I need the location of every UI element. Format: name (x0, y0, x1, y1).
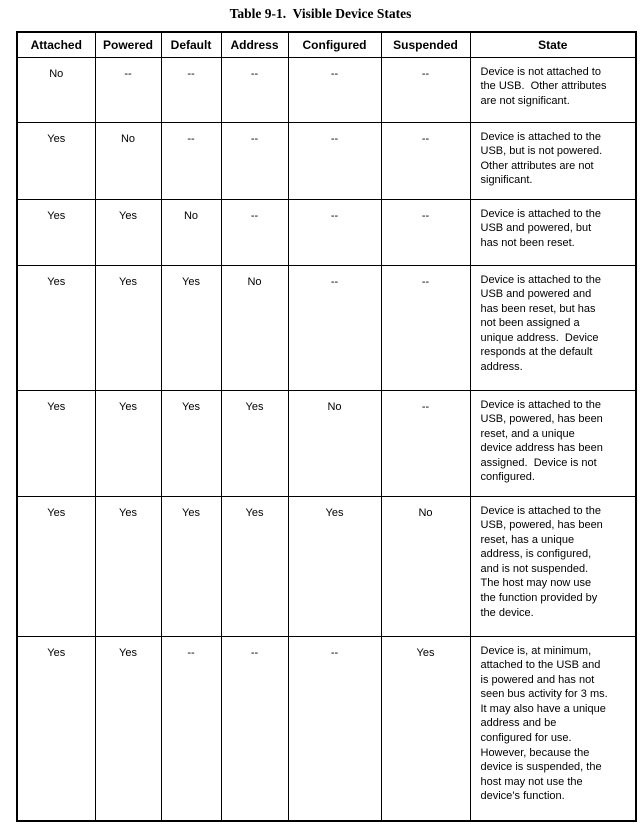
cell-powered: Yes (95, 199, 161, 265)
cell-address: -- (221, 636, 288, 821)
cell-configured: -- (288, 265, 381, 390)
cell-state: Device is attached to the USB and powered and has been reset, but has not been assigned a unique address. Device responds at the default address. (470, 265, 636, 390)
cell-configured: -- (288, 636, 381, 821)
table-header-row (17, 32, 636, 57)
cell-address: -- (221, 57, 288, 122)
cell-powered: Yes (95, 636, 161, 821)
cell-suspended: -- (381, 57, 470, 122)
table-row (17, 390, 636, 496)
column-header-attached: Attached (17, 32, 95, 57)
table-row (17, 496, 636, 636)
cell-powered: Yes (95, 390, 161, 496)
cell-attached: Yes (17, 122, 95, 199)
cell-powered: Yes (95, 496, 161, 636)
cell-configured: -- (288, 199, 381, 265)
table-caption: Table 9-1. Visible Device States (229, 6, 412, 21)
cell-suspended: -- (381, 265, 470, 390)
column-header-default: Default (161, 32, 221, 57)
cell-default: Yes (161, 390, 221, 496)
cell-suspended: Yes (381, 636, 470, 821)
cell-powered: Yes (95, 265, 161, 390)
column-header-state: State (470, 32, 636, 57)
cell-default: -- (161, 636, 221, 821)
cell-address: No (221, 265, 288, 390)
cell-default: Yes (161, 265, 221, 390)
column-header-configured: Configured (288, 32, 381, 57)
table-row (17, 122, 636, 199)
cell-default: Yes (161, 496, 221, 636)
cell-configured: No (288, 390, 381, 496)
cell-suspended: -- (381, 390, 470, 496)
cell-state: Device is attached to the USB, powered, has been reset, has a unique address, is configured, and is not suspended. The host may now use the function provided by the device. (470, 496, 636, 636)
cell-configured: Yes (288, 496, 381, 636)
cell-state: Device is not attached to the USB. Other attributes are not significant. (470, 57, 636, 122)
cell-default: No (161, 199, 221, 265)
cell-state: Device is attached to the USB and powered, but has not been reset. (470, 199, 636, 265)
table-row (17, 57, 636, 122)
column-header-powered: Powered (95, 32, 161, 57)
cell-attached: Yes (17, 496, 95, 636)
table-row (17, 199, 636, 265)
table-row (17, 636, 636, 821)
cell-state: Device is attached to the USB, but is not powered. Other attributes are not significant. (470, 122, 636, 199)
cell-default: -- (161, 122, 221, 199)
cell-configured: -- (288, 57, 381, 122)
table-row (17, 265, 636, 390)
cell-attached: Yes (17, 265, 95, 390)
cell-powered: -- (95, 57, 161, 122)
cell-suspended: No (381, 496, 470, 636)
cell-state: Device is, at minimum, attached to the USB and is powered and has not seen bus activity for 3 ms. It may also have a unique address and be configured for use. However, because the device is suspended, the host may not use the device’s function. (470, 636, 636, 821)
cell-address: -- (221, 122, 288, 199)
cell-attached: Yes (17, 390, 95, 496)
cell-address: Yes (221, 390, 288, 496)
cell-attached: No (17, 57, 95, 122)
cell-address: -- (221, 199, 288, 265)
cell-configured: -- (288, 122, 381, 199)
column-header-suspended: Suspended (381, 32, 470, 57)
cell-state: Device is attached to the USB, powered, has been reset, and a unique device address has been assigned. Device is not configured. (470, 390, 636, 496)
cell-attached: Yes (17, 636, 95, 821)
cell-suspended: -- (381, 199, 470, 265)
cell-attached: Yes (17, 199, 95, 265)
cell-powered: No (95, 122, 161, 199)
cell-suspended: -- (381, 122, 470, 199)
visible-device-states-table (16, 31, 637, 822)
cell-default: -- (161, 57, 221, 122)
cell-address: Yes (221, 496, 288, 636)
column-header-address: Address (221, 32, 288, 57)
